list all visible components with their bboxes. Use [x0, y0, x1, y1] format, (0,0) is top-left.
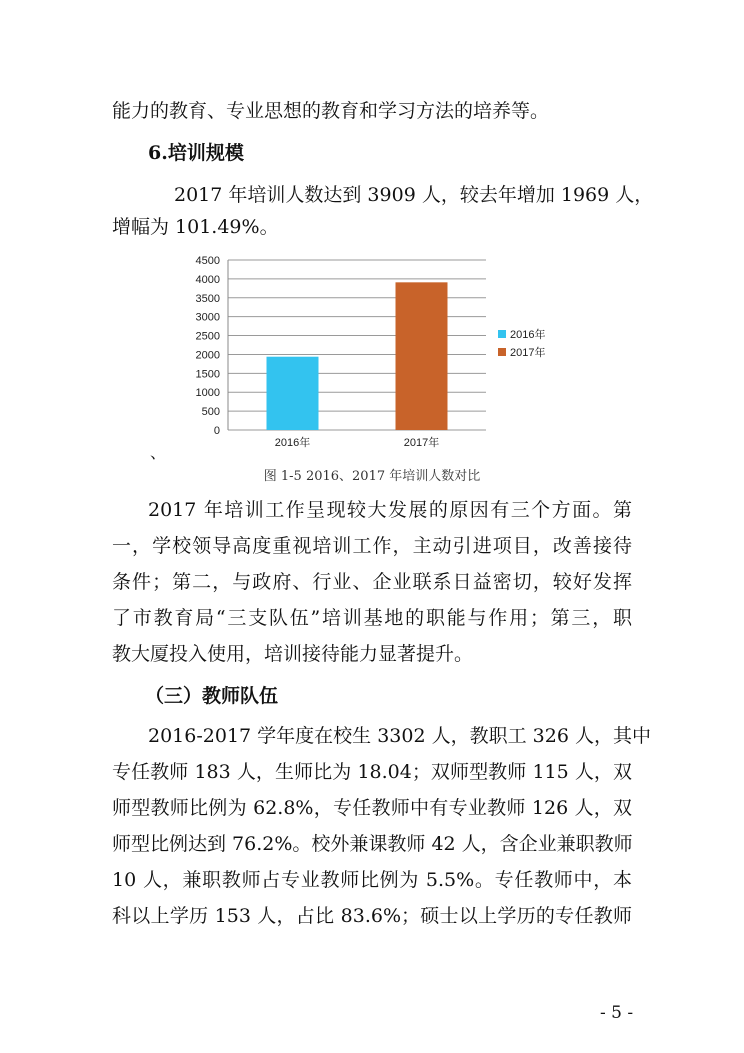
text-line: 师型比例达到 76.2%。校外兼课教师 42 人，含企业兼职教师 — [112, 833, 633, 855]
y-tick-label: 1000 — [195, 387, 220, 400]
page-number: - 5 - — [600, 1003, 634, 1023]
text-line: 10 人，兼职教师占专业教师比例为 5.5%。专任教师中，本 — [112, 869, 632, 891]
legend-label: 2016年 — [510, 329, 546, 341]
y-tick-label: 0 — [213, 425, 220, 437]
y-tick-label: 2000 — [195, 349, 220, 362]
chart-y-ticks — [196, 255, 220, 437]
section-heading-6: 6.培训规模 — [148, 142, 244, 164]
text-line: 专任教师 183 人，生师比为 18.04；双师型教师 115 人，双 — [112, 761, 632, 783]
text-line: 能力的教育、专业思想的教育和学习方法的培养等。 — [112, 100, 550, 122]
text-line: 2017 年培训人数达到 3909 人，较去年增加 1969 人， — [174, 184, 654, 206]
legend-label: 2017年 — [510, 347, 546, 359]
y-tick-label: 3500 — [195, 292, 220, 305]
y-tick-label: 3000 — [195, 311, 220, 324]
y-tick-label: 500 — [201, 406, 220, 419]
text-line: 2016-2017 学年度在校生 3302 人，教职工 326 人，其中 — [148, 725, 651, 747]
chart-bars — [267, 282, 448, 430]
text-line: 增幅为 101.49%。 — [112, 216, 279, 238]
chart-x-ticks — [275, 435, 439, 449]
text-line: 教大厦投入使用，培训接待能力显著提升。 — [112, 643, 474, 665]
text-line: 条件；第二，与政府、行业、企业联系日益密切，较好发挥 — [112, 571, 632, 593]
bar-2016年 — [267, 357, 319, 430]
text-line: 科以上学历 153 人，占比 83.6%；硕士以上学历的专任教师 — [112, 905, 632, 927]
text-line: 一，学校领导高度重视培训工作，主动引进项目，改善接待 — [112, 535, 632, 557]
text-line: 师型教师比例为 62.8%，专任教师中有专业教师 126 人，双 — [112, 797, 632, 819]
text-line: 2017 年培训工作呈现较大发展的原因有三个方面。第 — [148, 499, 632, 521]
y-tick-label: 1500 — [195, 368, 220, 381]
y-tick-label: 4500 — [195, 255, 220, 267]
bar-chart — [0, 0, 744, 470]
y-tick-label: 2500 — [195, 330, 220, 343]
x-tick-label: 2016年 — [274, 437, 311, 449]
section-heading-3: （三）教师队伍 — [145, 685, 279, 707]
text-line: 了市教育局“三支队伍”培训基地的职能与作用；第三，职 — [112, 607, 632, 629]
y-tick-label: 4000 — [195, 273, 220, 286]
bar-2017年 — [396, 282, 448, 430]
legend-swatch — [498, 348, 506, 356]
stray-mark: 、 — [150, 443, 167, 462]
figure-caption: 图 1-5 2016、2017 年培训人数对比 — [263, 469, 481, 484]
x-tick-label: 2017年 — [403, 437, 440, 449]
chart-legend — [498, 327, 545, 359]
legend-swatch — [498, 330, 506, 338]
